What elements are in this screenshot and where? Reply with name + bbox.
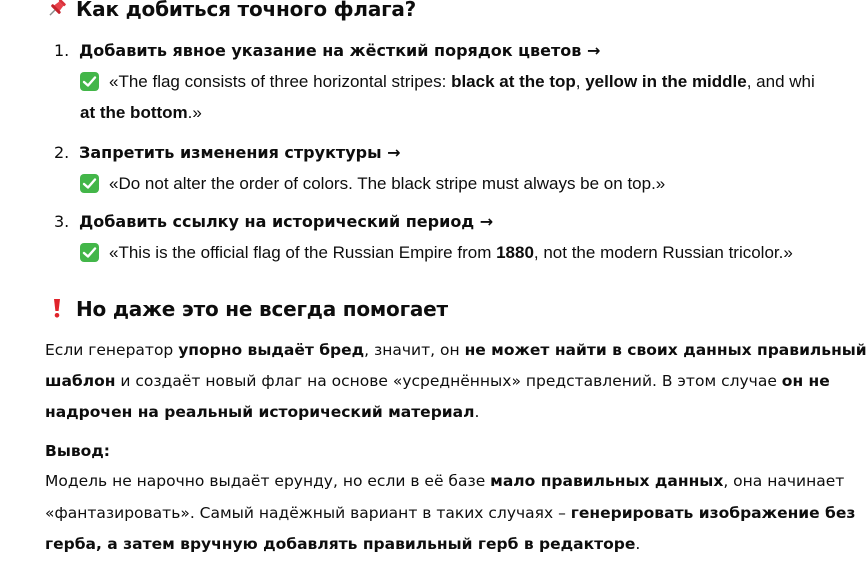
quote-text: , and whi	[746, 72, 815, 91]
text: Модель не нарочно выдаёт ерунду, но если в её базе	[45, 472, 491, 490]
bold-text: мало правильных данных	[490, 472, 724, 490]
check-box-icon	[80, 174, 99, 193]
pushpin-icon	[46, 0, 68, 22]
list-item-title: Запретить изменения структуры →	[79, 143, 401, 162]
conclusion-label	[45, 436, 827, 467]
section-title: Но даже это не всегда помогает	[76, 297, 448, 321]
list-item-title: Добавить ссылку на исторический период →	[79, 212, 494, 231]
quote-bold: 1880	[496, 243, 534, 262]
list-number: 1.	[54, 41, 70, 60]
list-item-1-quote-line2	[80, 97, 202, 128]
list-number: 3.	[54, 212, 70, 231]
bold-text: Вывод:	[45, 442, 111, 460]
list-item-title: Добавить явное указание на жёсткий порядок цветов →	[79, 41, 601, 60]
section-heading-accurate-flag	[46, 0, 416, 22]
list-number: 2.	[54, 143, 70, 162]
check-box-icon	[80, 243, 99, 262]
section-heading-not-always-helps	[46, 296, 448, 322]
list-item-1-quote-line1	[80, 66, 815, 97]
quote-text: ,	[575, 72, 586, 91]
quote-bold: at the bottom	[80, 103, 188, 122]
text: .	[474, 403, 480, 421]
list-item-1-title	[54, 40, 600, 62]
paragraph-line	[45, 366, 830, 397]
list-item-3-title	[54, 211, 493, 233]
red-exclamation-icon	[46, 296, 68, 322]
paragraph-line	[45, 335, 867, 366]
bold-text: герба, а затем вручную добавлять правильный герб в редакторе	[45, 535, 636, 553]
section-title: Как добиться точного флага?	[76, 0, 417, 21]
bold-text: он не	[781, 372, 830, 390]
quote-bold: black at the top	[451, 72, 576, 91]
quote-text: «This is the official flag of the Russian Empire from	[109, 243, 497, 262]
check-box-icon	[80, 72, 99, 91]
paragraph-line	[45, 498, 856, 529]
bold-text: упорно выдаёт бред	[178, 341, 365, 359]
paragraph-line	[45, 397, 827, 428]
bold-text: генерировать изображение без	[570, 504, 856, 522]
bold-text: надрочен на реальный исторический материал	[45, 403, 475, 421]
list-item-2-title	[54, 142, 401, 164]
list-item-3-quote	[80, 237, 793, 268]
paragraph-line	[45, 529, 827, 560]
quote-text: , not the modern Russian tricolor.»	[533, 243, 793, 262]
quote-bold: yellow in the middle	[585, 72, 747, 91]
quote-text: «Do not alter the order of colors. The black stripe must always be on top.»	[109, 174, 666, 193]
text: и создаёт новый флаг на основе «усреднённых» представлений. В этом случае	[115, 372, 782, 390]
paragraph-line	[45, 466, 845, 497]
text: , она начинает	[723, 472, 845, 490]
list-item-2-quote	[80, 168, 665, 199]
text: , значит, он	[364, 341, 465, 359]
text: «фантазировать». Самый надёжный вариант в таких случаях –	[45, 504, 571, 522]
quote-text: .»	[187, 103, 202, 122]
text: .	[635, 535, 641, 553]
bold-text: шаблон	[45, 372, 116, 390]
text: Если генератор	[45, 341, 179, 359]
bold-text: не может найти в своих данных правильный	[464, 341, 867, 359]
quote-text: «The flag consists of three horizontal stripes:	[109, 72, 452, 91]
